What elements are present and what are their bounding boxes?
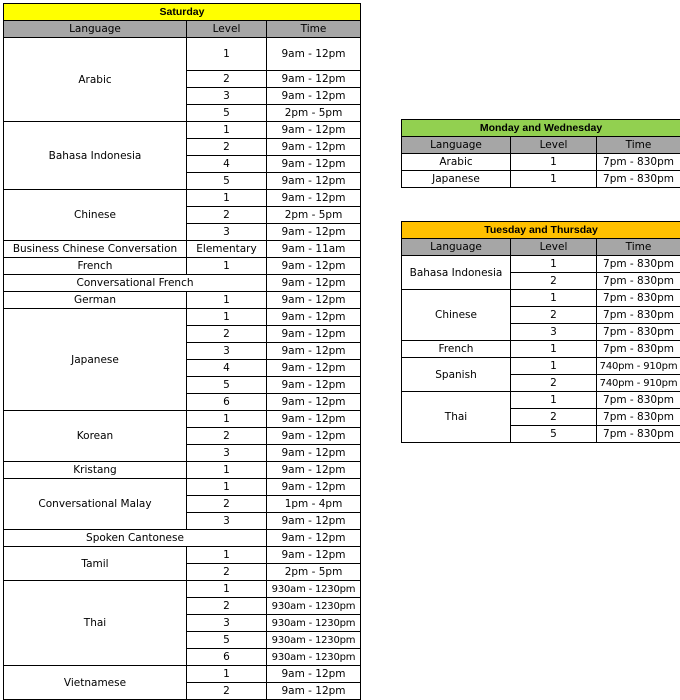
time-cell: 7pm - 830pm — [597, 154, 680, 171]
time-cell: 9am - 12pm — [267, 360, 361, 377]
level-cell: 3 — [187, 224, 267, 241]
table-title: Monday and Wednesday — [402, 120, 680, 137]
column-header-time: Time — [267, 21, 361, 38]
level-cell: 2 — [187, 496, 267, 513]
language-cell: Kristang — [4, 462, 187, 479]
level-cell: 5 — [187, 632, 267, 649]
time-cell: 930am - 1230pm — [267, 615, 361, 632]
time-cell: 9am - 12pm — [267, 71, 361, 88]
language-cell: Arabic — [402, 154, 511, 171]
language-cell: Conversational French — [4, 275, 267, 292]
table-title: Tuesday and Thursday — [402, 222, 680, 239]
time-cell: 9am - 12pm — [267, 445, 361, 462]
language-cell: Spanish — [402, 358, 511, 392]
language-cell: Tamil — [4, 547, 187, 581]
time-cell: 7pm - 830pm — [597, 341, 680, 358]
level-cell: 1 — [187, 411, 267, 428]
table-title: Saturday — [4, 4, 361, 21]
column-header-language: Language — [402, 239, 511, 256]
time-cell: 7pm - 830pm — [597, 409, 680, 426]
time-cell: 7pm - 830pm — [597, 324, 680, 341]
time-cell: 7pm - 830pm — [597, 307, 680, 324]
level-cell: 2 — [187, 683, 267, 700]
time-cell: 9am - 12pm — [267, 547, 361, 564]
table-row — [4, 479, 361, 496]
time-cell: 930am - 1230pm — [267, 632, 361, 649]
level-cell: 1 — [511, 341, 597, 358]
time-cell: 930am - 1230pm — [267, 581, 361, 598]
table-row — [402, 154, 680, 171]
level-cell: 1 — [187, 547, 267, 564]
level-cell: 2 — [511, 273, 597, 290]
language-cell: Korean — [4, 411, 187, 462]
table-row — [4, 122, 361, 139]
level-cell: 1 — [187, 38, 267, 71]
time-cell: 9am - 12pm — [267, 683, 361, 700]
table-row — [402, 256, 680, 273]
time-cell: 7pm - 830pm — [597, 426, 680, 443]
level-cell: 3 — [187, 513, 267, 530]
time-cell: 9am - 12pm — [267, 666, 361, 683]
time-cell: 2pm - 5pm — [267, 564, 361, 581]
level-cell: 2 — [187, 564, 267, 581]
time-cell: 2pm - 5pm — [267, 105, 361, 122]
level-cell: 2 — [511, 375, 597, 392]
level-cell: 3 — [187, 445, 267, 462]
column-header-level: Level — [511, 239, 597, 256]
level-cell: 5 — [187, 173, 267, 190]
level-cell: 2 — [187, 71, 267, 88]
time-cell: 930am - 1230pm — [267, 649, 361, 666]
level-cell: 6 — [187, 649, 267, 666]
time-cell: 9am - 12pm — [267, 479, 361, 496]
language-cell: Bahasa Indonesia — [402, 256, 511, 290]
level-cell: 5 — [187, 377, 267, 394]
language-cell: Arabic — [4, 38, 187, 122]
table-row — [4, 530, 361, 547]
time-cell: 9am - 12pm — [267, 377, 361, 394]
time-cell: 930am - 1230pm — [267, 598, 361, 615]
language-cell: German — [4, 292, 187, 309]
time-cell: 9am - 12pm — [267, 224, 361, 241]
language-cell: Spoken Cantonese — [4, 530, 267, 547]
table-row — [402, 290, 680, 307]
table-row — [402, 358, 680, 375]
level-cell: 1 — [187, 190, 267, 207]
table-row — [4, 666, 361, 683]
language-cell: Business Chinese Conversation — [4, 241, 187, 258]
time-cell: 9am - 12pm — [267, 411, 361, 428]
level-cell: 2 — [187, 598, 267, 615]
time-cell: 9am - 12pm — [267, 343, 361, 360]
table-row — [402, 392, 680, 409]
table-row — [4, 241, 361, 258]
level-cell: 3 — [511, 324, 597, 341]
language-cell: French — [402, 341, 511, 358]
table-row — [4, 309, 361, 326]
level-cell: 1 — [511, 154, 597, 171]
level-cell: 1 — [511, 290, 597, 307]
time-cell: 9am - 12pm — [267, 462, 361, 479]
column-header-time: Time — [597, 137, 680, 154]
table-body — [402, 256, 680, 443]
language-cell: Vietnamese — [4, 666, 187, 700]
table-body — [402, 154, 680, 188]
level-cell: 3 — [187, 88, 267, 105]
time-cell: 9am - 12pm — [267, 156, 361, 173]
column-header-time: Time — [597, 239, 680, 256]
column-header-language: Language — [4, 21, 187, 38]
column-header-level: Level — [187, 21, 267, 38]
level-cell: 6 — [187, 394, 267, 411]
table-row — [4, 190, 361, 207]
time-cell: 9am - 12pm — [267, 122, 361, 139]
level-cell: 1 — [511, 392, 597, 409]
table-row — [4, 258, 361, 275]
level-cell: Elementary — [187, 241, 267, 258]
level-cell: 3 — [187, 343, 267, 360]
level-cell: 2 — [511, 307, 597, 324]
level-cell: 1 — [187, 666, 267, 683]
time-cell: 9am - 12pm — [267, 275, 361, 292]
time-cell: 9am - 12pm — [267, 139, 361, 156]
table-row — [4, 411, 361, 428]
level-cell: 2 — [511, 409, 597, 426]
table-row — [4, 462, 361, 479]
level-cell: 4 — [187, 156, 267, 173]
time-cell: 9am - 12pm — [267, 190, 361, 207]
language-cell: Japanese — [402, 171, 511, 188]
time-cell: 9am - 12pm — [267, 530, 361, 547]
table-row — [402, 341, 680, 358]
language-cell: Chinese — [4, 190, 187, 241]
table-row — [4, 581, 361, 598]
table-row — [402, 171, 680, 188]
saturday-schedule-table — [3, 3, 361, 700]
level-cell: 2 — [187, 139, 267, 156]
language-cell: Conversational Malay — [4, 479, 187, 530]
time-cell: 740pm - 910pm — [597, 358, 680, 375]
level-cell: 3 — [187, 615, 267, 632]
time-cell: 2pm - 5pm — [267, 207, 361, 224]
time-cell: 9am - 12pm — [267, 173, 361, 190]
level-cell: 1 — [511, 171, 597, 188]
time-cell: 7pm - 830pm — [597, 256, 680, 273]
time-cell: 7pm - 830pm — [597, 290, 680, 307]
level-cell: 5 — [187, 105, 267, 122]
column-header-level: Level — [511, 137, 597, 154]
table-row — [4, 38, 361, 71]
level-cell: 4 — [187, 360, 267, 377]
level-cell: 1 — [187, 479, 267, 496]
level-cell: 2 — [187, 428, 267, 445]
level-cell: 1 — [187, 292, 267, 309]
monday-wednesday-schedule-table — [401, 119, 680, 188]
language-cell: Thai — [4, 581, 187, 666]
table-body — [4, 38, 361, 700]
table-row — [4, 275, 361, 292]
level-cell: 1 — [187, 581, 267, 598]
language-cell: Japanese — [4, 309, 187, 411]
time-cell: 9am - 12pm — [267, 513, 361, 530]
time-cell: 9am - 11am — [267, 241, 361, 258]
time-cell: 9am - 12pm — [267, 258, 361, 275]
level-cell: 5 — [511, 426, 597, 443]
language-cell: French — [4, 258, 187, 275]
time-cell: 9am - 12pm — [267, 326, 361, 343]
level-cell: 1 — [187, 122, 267, 139]
language-cell: Chinese — [402, 290, 511, 341]
level-cell: 1 — [187, 309, 267, 326]
language-cell: Thai — [402, 392, 511, 443]
level-cell: 2 — [187, 326, 267, 343]
time-cell: 9am - 12pm — [267, 292, 361, 309]
level-cell: 1 — [511, 256, 597, 273]
time-cell: 7pm - 830pm — [597, 273, 680, 290]
time-cell: 740pm - 910pm — [597, 375, 680, 392]
time-cell: 7pm - 830pm — [597, 171, 680, 188]
level-cell: 1 — [187, 462, 267, 479]
table-row — [4, 547, 361, 564]
level-cell: 1 — [511, 358, 597, 375]
table-row — [4, 292, 361, 309]
time-cell: 9am - 12pm — [267, 394, 361, 411]
time-cell: 9am - 12pm — [267, 38, 361, 71]
time-cell: 7pm - 830pm — [597, 392, 680, 409]
language-cell: Bahasa Indonesia — [4, 122, 187, 190]
time-cell: 9am - 12pm — [267, 309, 361, 326]
time-cell: 1pm - 4pm — [267, 496, 361, 513]
time-cell: 9am - 12pm — [267, 428, 361, 445]
level-cell: 1 — [187, 258, 267, 275]
level-cell: 2 — [187, 207, 267, 224]
time-cell: 9am - 12pm — [267, 88, 361, 105]
column-header-language: Language — [402, 137, 511, 154]
tuesday-thursday-schedule-table — [401, 221, 680, 443]
